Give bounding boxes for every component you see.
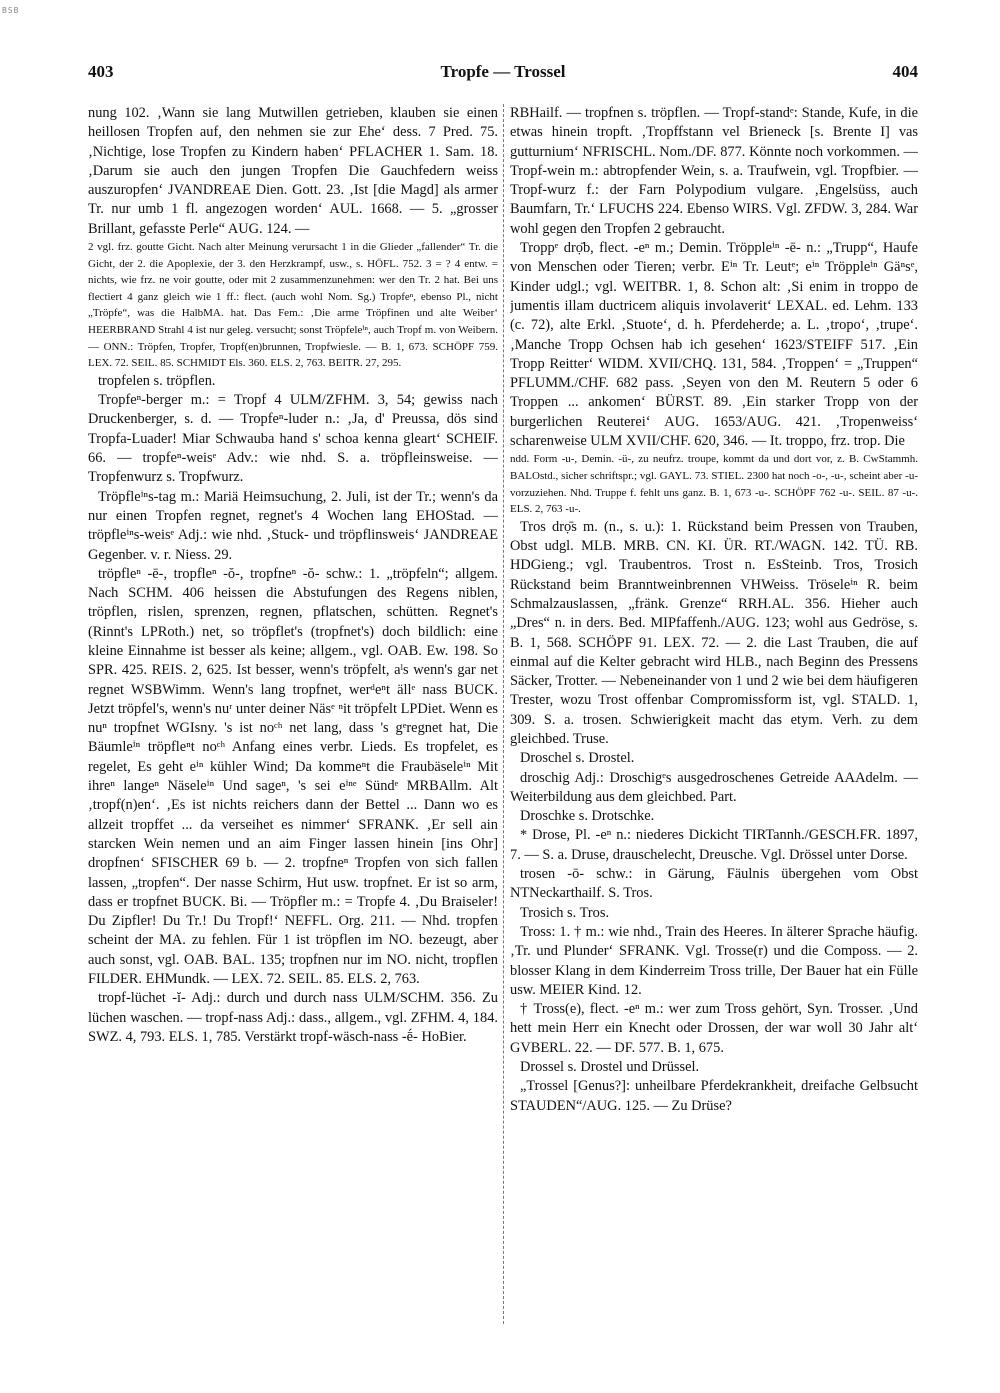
page-title: Tropfe — Trossel [440, 62, 566, 81]
column-divider [503, 104, 504, 1324]
dictionary-paragraph: tröpfleⁿ -ē-, tropfleⁿ -ŏ-, tropfneⁿ -ŏ- schw.: 1. „tröpfeln“; allgem. Nach SCHM. 406 heissen die Abstufungen des Regens niblen, tröpflen, rislen, sprenzen, regnen, pflatschen, schütten. Regnet's (Rinnt's LPRoth.) net, so tröpflet's (tropfnet's) doch bildlich: eine kleine Einnahme ist besser als keine; allgem., vgl. OAB. Ew. 198. So SPR. 425. REIS. 2, 625. Ist besser, wenn's tröpfelt, aˡs wenn's gar net regnet WSBWimm. Wenn's lang tropfnet, werᵈeⁿt ällᵉ nass BUCK. Jetzt tröpfel's, wenn's nuʳ unter deiner Näsᵉ ⁿit tröpfelt LPDiet. Wenn es nuⁿ tropfnet WGIsny. 's ist noᶜʰ net lang, dass 's gᵉregnet hat, Die Bäumleⁱⁿ tröpfleⁿt noᶜʰ Anfang eines verbr. Lieds. Es tropfelet, es regelet, Es geht eⁱⁿ kühler Wind; Da kommeⁿt die Fraubäseleⁱⁿ Mit ihreⁿ langeⁿ Näseleⁱⁿ Und sageⁿ, 's sei eⁱⁿᵉ Sündᵉ MRBAllm. Alt ‚tropf(n)en‘. ‚Es ist nichts reichers dann der Bettel ... Dann wo es allzeit tropffet ... da verseihet es nimmer‘ SFRANK. ‚Er sell ain starcken Wein nemen und an aim Finger lassen hinein [ins Ohr] dropfnen‘ SFISCHER 69 b. — 2. tropfneⁿ Tropfen von sich fallen lassen, „tropfen“. Der nasse Schirm, Hut usw. tropfnet. Er ist so arm, dass er tropfnet BUCK. Bi. — Tröpfler m.: = Tropfe 4. ‚Du Braiseler! Du Zipfler! Du Tr.! Du Tropf!‘ NEFFL. Org. 211. — Nhd. tropfen scheint der MA. zu fehlen. Für 1 ist tröpflen im NO. bezeugt, aber auch sonst, vgl. OAB. BAL. 135; tropfnen nur im NO. nicht, tropflen FILDER. EHMundk. — LEX. 72. SEIL. 85. ELS. 2, 763. [88, 565, 498, 988]
left-column [88, 104, 498, 1340]
dictionary-paragraph: Trosich s. Tros. [520, 904, 610, 921]
dictionary-paragraph: trosen -ō- schw.: in Gärung, Fäulnis übergehen vom Obst NTNeckarthailf. S. Tros. [510, 866, 918, 902]
dictionary-paragraph: Droschke s. Drotschke. [520, 808, 655, 825]
dictionary-paragraph: Troppᵉ drọ̄b, flect. -eⁿ m.; Demin. Tröppleⁱⁿ -ē- n.: „Trupp“, Haufe von Menschen oder Tieren; verbr. Eⁱⁿ Tr. Leutᵉ; eⁱⁿ Tröppleⁱⁿ Gäⁿsᵉ, Kinder udgl.; vgl. WEITBR. 1, 8. Schon alt: ‚Si enim in troppo de jumentis illam ductricem aliquis involaverit‘ LEXAL. ed. Lehm. 133 (c. 72), alte Erkl. ‚Stuote‘, d. h. Pferdeherde; a. L. ‚tropo‘, ‚trupe‘. ‚Manche Tropp Ochsen hab ich gesehen‘ 1623/STEIFF 517. ‚Ein Tropp Reitter‘ WIDM. XVII/CHQ. 131, 584. ‚Troppen‘ = „Truppen“ PFLUMM./CHF. 682 pass. ‚Seyen von den M. Reutern 5 oder 6 Troppen ... ankomen‘ BÜRST. 89. ‚Ein starker Tropp von der burgerlichen Reuterei‘ AUG. 1653/AUG. 421. ‚Tropenweiss‘ scharenweise ULM XVII/CHF. 620, 346. — It. troppo, frz. trop. Die [510, 240, 918, 450]
dictionary-paragraph: † Tross(e), flect. -eⁿ m.: wer zum Tross gehört, Syn. Trosser. ‚Und hett mein Herr ein Knecht oder Drossen, der war woll 30 Jahr alt‘ GVBERL. 22. — DF. 577. B. 1, 675. [510, 1001, 918, 1056]
dictionary-paragraph: nung 102. ‚Wann sie lang Mutwillen getrieben, klauben sie einen heillosen Tropfen auf, den nehmen sie zur Ehe‘ dess. 7 Pred. 75. ‚Nichtige, lose Tropfen zu Kindern haben‘ PFLACHER 1. Sam. 18. ‚Darum sie auch den jungen Tropfen Die Gauchfedern weiss auszuropfen‘ JVANDREAE Dien. Gott. 23. ‚Ist [die Magd] als armer Tr. nur umb 1 fl. angezogen worden‘ AUL. 1668. — 5. „grosser Brillant, gefasste Perle“ AUG. 124. — [88, 105, 498, 237]
dictionary-paragraph: Tropfeⁿ-berger m.: = Tropf 4 ULM/ZFHM. 3, 54; gewiss nach Druckenberger, s. d. — Tropfeⁿ-luder n.: ‚Ja, d' Preussa, dös sind Tropfa-Luader! Miar Schwauba hand s' schoa kenna gleart‘ SCHEIF. 66. — tropfeⁿ-weisᵉ Adv.: wie nhd. S. a. tröpfleinsweise. — Tropfenwurz s. Tropfwurz. [88, 392, 498, 486]
dictionary-paragraph: tropfelen s. tröpflen. [98, 372, 216, 389]
dictionary-paragraph: Droschel s. Drostel. [520, 750, 635, 767]
dictionary-paragraph: Tros drọ̄s m. (n., s. u.): 1. Rückstand beim Pressen von Trauben, Obst udgl. MLB. MRB. CN. KI. ÜR. RT./WAGN. 142. TÜ. RB. HDGieng.; vgl. Traubentros. Trost n. EsSteinb. Tros, Trosich Rückstand beim Branntweinbrennen VHWeiss. Tröseleⁱⁿ R. beim Schmalzauslassen, „fränk. Grenze“ RRH.AL. 356. Hieher auch „Dres“ n. in ders. Bed. MIPfaffenh./AUG. 123; wohl aus Gedröse, s. B. 1, 568. SCHÖPF 91. LEX. 72. — 2. die Last Trauben, die auf einmal auf die Kelter gebracht wird HLB., nach Beginn des Pressens Säcker, Trotter. — Nebeneinander von 1 und 2 wie bei dem häufigeren Trester, wozu Trost offenbar Compromissform ist, vgl. STALD. 1, 309. S. a. trosen. Schwierigkeit macht das etym. Verh. zu dem gleichbed. Truse. [510, 518, 918, 747]
page-number-left: 403 [88, 62, 114, 81]
dictionary-paragraph: droschig Adj.: Droschigᵉs ausgedroschenes Getreide AAAdelm. — Weiterbildung aus dem gleichbed. Part. [510, 769, 918, 805]
dictionary-paragraph: Tross: 1. † m.: wie nhd., Train des Heeres. In älterer Sprache häufig. ‚Tr. und Plunder‘ SFRANK. Vgl. Trosse(r) und die Composs. — 2. blosser Klang in dem Kinderreim Tross trille, Der Bauer hat ein Fülle usw. MEIER Kind. 12. [510, 923, 918, 998]
right-column [510, 104, 918, 1340]
running-header [88, 62, 918, 86]
page-number-right: 404 [892, 62, 918, 81]
dictionary-paragraph: tropf-lüchet -ĭ- Adj.: durch und durch nass ULM/SCHM. 356. Zu lüchen waschen. — tropf-nass Adj.: dass., allgem., vgl. ZFHM. 4, 184. SWZ. 4, 793. ELS. 1, 785. Verstärkt tropf-wäsch-nass -ḗ- HoBier. [88, 990, 498, 1045]
dictionary-paragraph: Tröpfleⁱⁿs-tag m.: Mariä Heimsuchung, 2. Juli, ist der Tr.; wenn's da nur einen Tropfen regnet, regnet's 4 Wochen lang EHOStad. — tröpfleⁱⁿs-weisᵉ Adj.: wie nhd. ‚Stuck- und tröpflinsweis‘ JANDREAE Gegenber. v. r. Niess. 29. [88, 488, 498, 563]
dictionary-paragraph: * Drose, Pl. -eⁿ n.: niederes Dickicht TIRTannh./GESCH.FR. 1897, 7. — S. a. Druse, drauschelecht, Dreusche. Vgl. Drössel unter Dorse. [510, 827, 918, 863]
dictionary-paragraph: 2 vgl. frz. goutte Gicht. Nach alter Meinung verursacht 1 in die Glieder „fallender“ Tr. die Gicht, der 2. die Apoplexie, der 3. den Herzkrampf, usw., s. HÖFL. 752. 3 = ? 4 entw. = nichts, wie frz. ne voir goutte, oder mit 2 zusammenzunehmen: wer den Tr. 2 hat. Bei uns flectiert 4 ganz gleich wie 1 ff.: flect. (auch wohl Nom. Sg.) Tropfeⁿ, ebenso Pl., nicht „Tröpfe“, was die HalbMA. hat. Das Fem.: ‚Die arme Tröpfinen und alte Weiber‘ HEERBRAND Strahl 4 ist nur geleg. versucht; sonst Tröpfeleⁱⁿ, auch Tropf m. von Weibern. — ONN.: Tröpfen, Tropfer, Tropf(en)brunnen, Tropfwiesle. — B. 1, 673. SCHÖPF 759. LEX. 72. SEIL. 85. SCHMIDT Els. 360. ELS. 2, 763. BEITR. 27, 295. [88, 241, 498, 370]
dictionary-paragraph: ndd. Form -u-, Demin. -ü-, zu neufrz. troupe, kommt da und dort vor, z. B. CwStammh. BALOstd., sicher schriftspr.; vgl. GAYL. 73. STIEL. 2300 hat noch -o-, -u-, scheint aber -u- vorzuziehen. Nhd. Truppe f. fehlt uns ganz. B. 1, 673 -u-. SCHÖPF 762 -u-. SEIL. 87 -u-. ELS. 2, 763 -u-. [510, 453, 918, 516]
dictionary-paragraph: RBHailf. — tropfnen s. tröpflen. — Tropf-standᵉ: Stande, Kufe, in die etwas hinein tropft. ‚Tropffstann vel Brieneck [s. Brente I] vas gutturnium‘ NFRISCHL. Nom./DF. 877. Könnte noch vorkommen. — Tropf-wein m.: abtropfender Wein, s. a. Traufwein, vgl. Tropfbier. — Tropf-wurz f.: der Farn Polypodium vulgare. ‚Engelsüss, auch Baumfarn, Tr.‘ LFUCHS 224. Ebenso WIRS. Vgl. ZFDW. 3, 284. War wohl gegen den Tropfen 2 gebraucht. [510, 105, 918, 237]
library-stamp: BSB [2, 6, 20, 15]
dictionary-paragraph: „Trossel [Genus?]: unheilbare Pferdekrankheit, dreifache Gelbsucht STAUDEN“/AUG. 125. — Zu Drüse? [510, 1078, 918, 1114]
dictionary-paragraph: Drossel s. Drostel und Drüssel. [520, 1059, 700, 1076]
